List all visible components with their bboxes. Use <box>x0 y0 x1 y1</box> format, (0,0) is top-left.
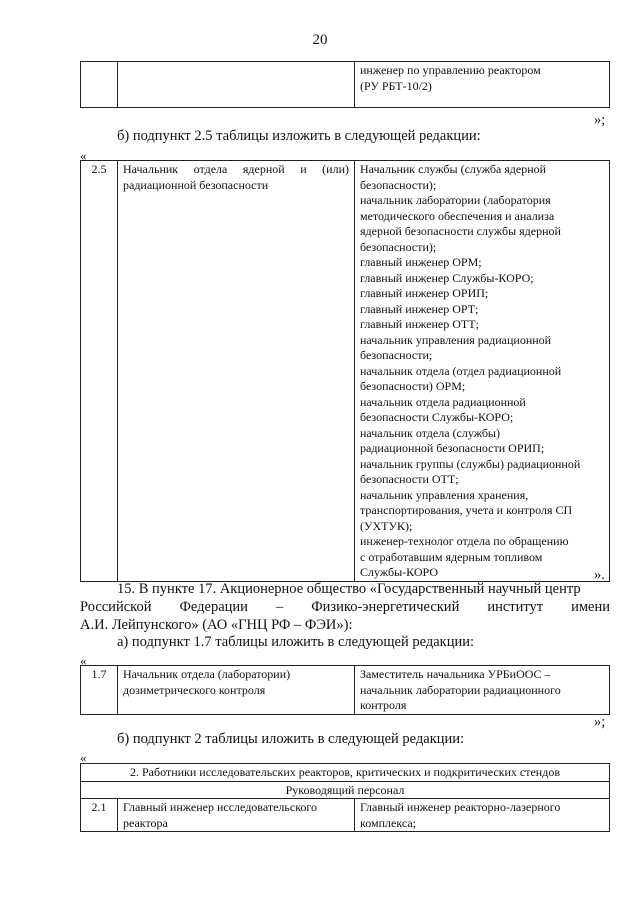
closing-quote: »; <box>594 112 606 128</box>
subsection-header: Руководящий персонал <box>81 781 610 799</box>
cell-position: Начальник отдела ядерной и (или) радиационной безопасности <box>118 161 355 582</box>
closing-quote: ». <box>594 567 605 583</box>
page-number: 20 <box>312 32 328 48</box>
cell-number: 2.1 <box>81 799 118 832</box>
cell-number: 2.5 <box>81 161 118 582</box>
table-2 <box>80 763 610 832</box>
paragraph-b-2: б) подпункт 2 таблицы иложить в следующей редакции: <box>117 731 465 747</box>
opening-quote: « <box>80 750 87 765</box>
opening-quote: « <box>80 148 87 163</box>
paragraph-a-1-7: а) подпункт 1.7 таблицы иложить в следующей редакции: <box>117 634 475 650</box>
table-2-5 <box>80 160 610 582</box>
paragraph-15: 15. В пункте 17. Акционерное общество «Государственный научный центр Российской Федерации – Физико-энергетический институт имени А.И. Лейпунского» (АО «ГНЦ РФ – ФЭИ»): <box>80 581 610 633</box>
continuation-table <box>80 61 610 108</box>
cell-equivalent-position: Главный инженер реакторно-лазерного комплекса; <box>355 799 610 832</box>
cell-equivalent-position: инженер по управлению реактором (РУ РБТ-10/2) <box>355 62 610 108</box>
section-header: 2. Работники исследовательских реакторов, критических и подкритических стендов <box>81 764 610 782</box>
closing-quote: »; <box>594 714 606 730</box>
opening-quote: « <box>80 653 87 668</box>
table-1-7 <box>80 665 610 715</box>
cell-number: 1.7 <box>81 666 118 715</box>
cell-equivalent-position: Заместитель начальника УРБиООС – начальник лаборатории радиационного контроля <box>355 666 610 715</box>
cell-equivalent-positions: Начальник службы (служба ядерной безопасности); начальник лаборатории (лаборатория методического обеспечения и анализа ядерной безопасности службы ядерной безопасности); главный инженер ОРМ; главный инженер Службы-КОРО; главный инженер ОРИП; главный инженер ОРТ; главный инженер ОТТ; начальник управления радиационной безопасности; начальник отдела (отдел радиационной безопасности) ОРМ; начальник отдела радиационной безопасности Службы-КОРО; начальник отдела (службы) радиационной безопасности ОРИП; начальник группы (службы) радиационной безопасности ОТТ; начальник управления хранения, транспортирования, учета и контроля СП (УХТУК); инженер-технолог отдела по обращению с отработавшим ядерным топливом Службы-КОРО <box>355 161 610 582</box>
cell-position: Начальник отдела (лаборатории) дозиметрического контроля <box>118 666 355 715</box>
cell-position <box>118 62 355 108</box>
cell-number <box>81 62 118 108</box>
paragraph-b-2-5: б) подпункт 2.5 таблицы изложить в следующей редакции: <box>117 128 481 144</box>
cell-position: Главный инженер исследовательского реактора <box>118 799 355 832</box>
